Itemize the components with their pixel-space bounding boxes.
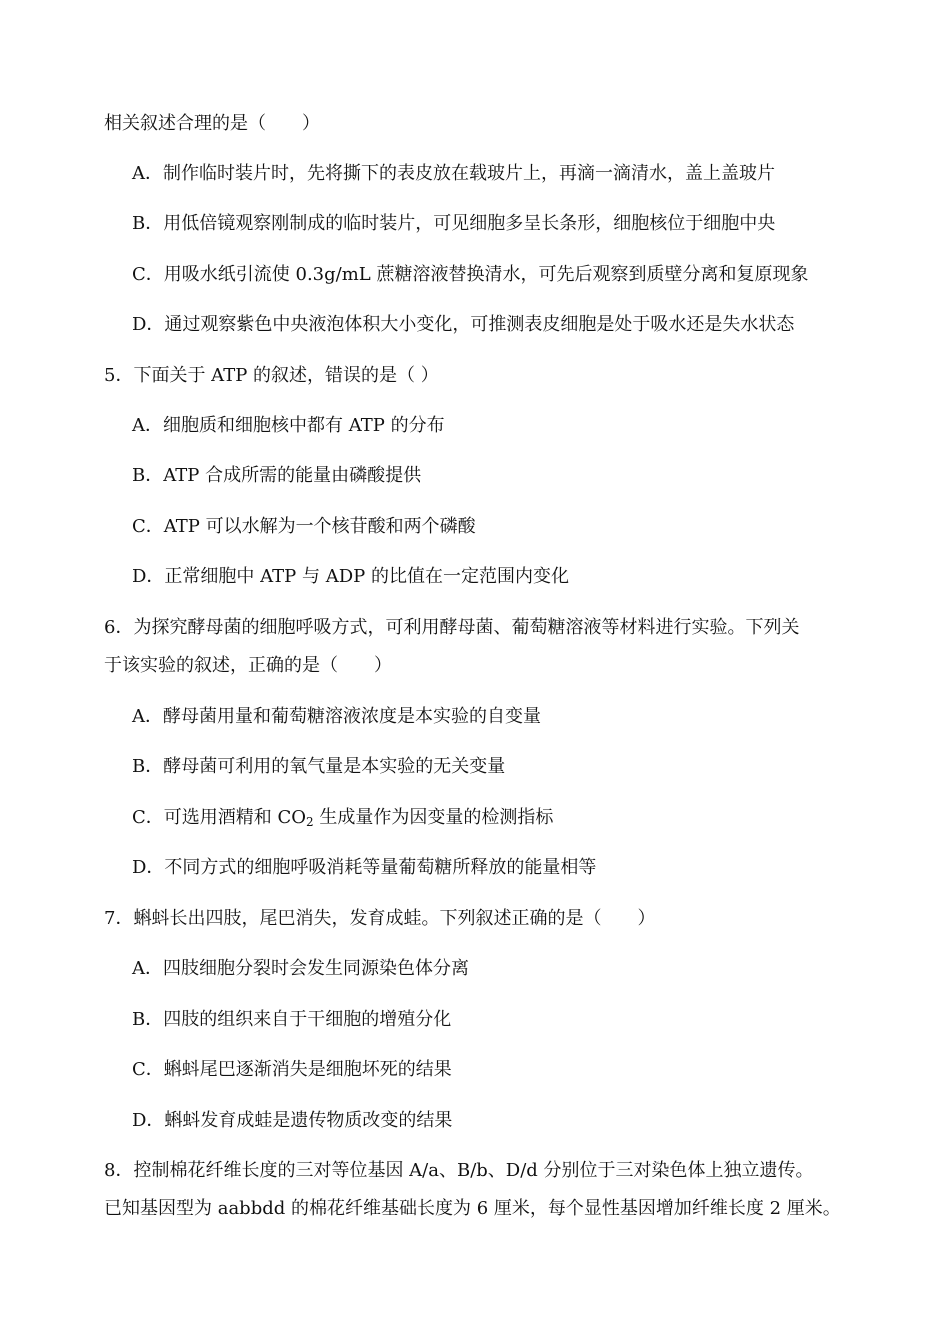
- q4-option-d: D．通过观察紫色中央液泡体积大小变化，可推测表皮细胞是处于吸水还是失水状态: [132, 314, 795, 335]
- q6-stem-line1: 6．为探究酵母菌的细胞呼吸方式，可利用酵母菌、葡萄糖溶液等材料进行实验。下列关: [104, 617, 800, 638]
- q4-option-b: B．用低倍镜观察刚制成的临时装片，可见细胞多呈长条形，细胞核位于细胞中央: [132, 213, 776, 234]
- q4-stem-end: 相关叙述合理的是（ ）: [104, 113, 320, 134]
- q6-option-c: [132, 806, 553, 830]
- q5-stem: 5．下面关于 ATP 的叙述，错误的是（ ）: [104, 365, 439, 386]
- q7-option-a: A．四肢细胞分裂时会发生同源染色体分离: [132, 958, 469, 979]
- q8-stem-line1: 8．控制棉花纤维长度的三对等位基因 A/a、B/b、D/d 分别位于三对染色体上独立遗传。: [104, 1160, 814, 1181]
- q7-option-d: D．蝌蚪发育成蛙是遗传物质改变的结果: [132, 1110, 453, 1131]
- q4-option-c: C．用吸水纸引流使 0.3g/mL 蔗糖溶液替换清水，可先后观察到质壁分离和复原现象: [132, 264, 809, 285]
- q7-option-b: B．四肢的组织来自于干细胞的增殖分化: [132, 1009, 452, 1030]
- q6-option-d: D．不同方式的细胞呼吸消耗等量葡萄糖所释放的能量相等: [132, 857, 597, 878]
- q6-option-c-post: 生成量作为因变量的检测指标: [313, 807, 554, 828]
- q7-option-c: C．蝌蚪尾巴逐渐消失是细胞坏死的结果: [132, 1059, 452, 1080]
- q6-option-c-pre: C．可选用酒精和 CO: [132, 807, 307, 828]
- q6-stem-line2: 于该实验的叙述，正确的是（ ）: [104, 655, 392, 676]
- q4-option-a: A．制作临时装片时，先将撕下的表皮放在载玻片上，再滴一滴清水，盖上盖玻片: [132, 163, 775, 184]
- q6-option-b: B．酵母菌可利用的氧气量是本实验的无关变量: [132, 756, 506, 777]
- q8-stem-line2: 已知基因型为 aabbdd 的棉花纤维基础长度为 6 厘米，每个显性基因增加纤维长度 2 厘米。: [104, 1198, 841, 1219]
- q5-option-b: B．ATP 合成所需的能量由磷酸提供: [132, 465, 422, 486]
- q7-stem: 7．蝌蚪长出四肢，尾巴消失，发育成蛙。下列叙述正确的是（ ）: [104, 908, 656, 929]
- q5-option-c: C．ATP 可以水解为一个核苷酸和两个磷酸: [132, 516, 476, 537]
- q5-option-d: D．正常细胞中 ATP 与 ADP 的比值在一定范围内变化: [132, 566, 569, 587]
- q5-option-a: A．细胞质和细胞核中都有 ATP 的分布: [132, 415, 445, 436]
- q6-option-a: A．酵母菌用量和葡萄糖溶液浓度是本实验的自变量: [132, 706, 541, 727]
- q6-option-c-subscript: 2: [306, 815, 314, 829]
